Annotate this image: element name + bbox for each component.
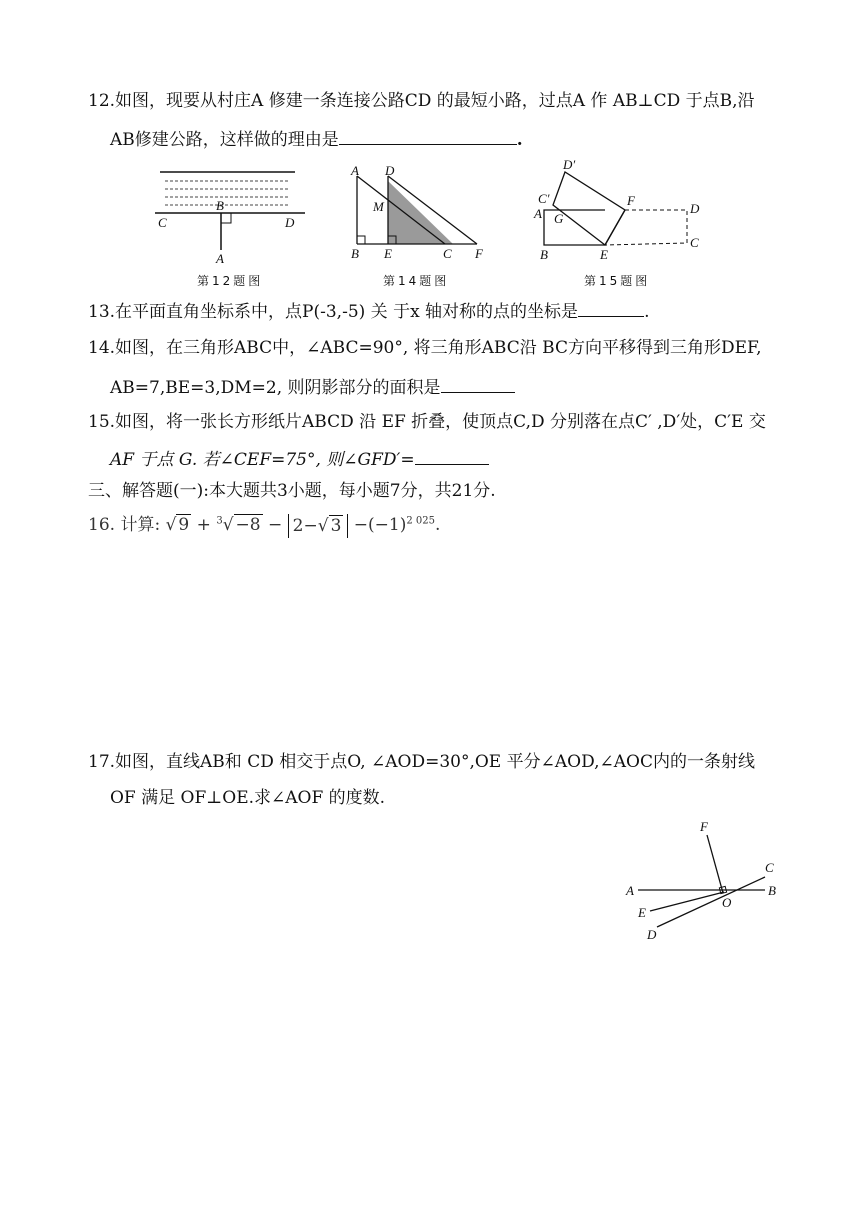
q12-line1: 12.如图，现要从村庄A 修建一条连接公路CD 的最短小路，过点A 作 AB⊥CD 于点B,沿 bbox=[88, 91, 755, 111]
f15-label-f: F bbox=[627, 193, 635, 208]
figure-17 bbox=[620, 815, 790, 945]
f14-label-d: D bbox=[385, 163, 395, 178]
q15-text: AF 于点 G. 若∠CEF=75°, 则∠GFD′= bbox=[110, 450, 415, 470]
f17-label-f: F bbox=[700, 819, 708, 834]
f15-label-cprime: C′ bbox=[538, 191, 550, 206]
f14-label-a: A bbox=[351, 163, 359, 178]
f17-label-c: C bbox=[765, 860, 774, 875]
f15-label-d: D bbox=[690, 201, 700, 216]
f17-label-b: B bbox=[768, 883, 776, 898]
q13-line bbox=[88, 298, 649, 323]
sqrt-9: √ 9 bbox=[165, 515, 190, 535]
f12-label-b: B bbox=[216, 198, 224, 213]
q14-answer-blank[interactable] bbox=[441, 374, 515, 393]
q15-line1: 15.如图，将一张长方形纸片ABCD 沿 EF 折叠，使顶点C,D 分别落在点C′ ,D′处，C′E 交 bbox=[88, 412, 766, 432]
q16-formula: 16. 计算: √ 9 + $^3$√ −8 − 2−√ $3 -(-1)^{2 025}$. bbox=[88, 515, 441, 536]
f14-label-m: M bbox=[373, 199, 384, 214]
f17-label-a: A bbox=[626, 883, 634, 898]
q13-period: . bbox=[644, 302, 650, 322]
f15-label-e: E bbox=[600, 247, 608, 262]
figure-12 bbox=[155, 165, 305, 265]
q14-text: AB=7,BE=3,DM=2, 则阴影部分的面积是 bbox=[110, 378, 441, 398]
f12-label-d: D bbox=[285, 215, 295, 230]
q12-line2 bbox=[110, 126, 523, 151]
f14-label-b: B bbox=[351, 246, 359, 261]
figure-15 bbox=[530, 155, 705, 265]
f17-label-d: D bbox=[647, 927, 657, 942]
q13-text: 13.在平面直角坐标系中，点P(-3,-5) 关 于x 轴对称的点的坐标是 bbox=[88, 302, 579, 322]
f15-label-g: G bbox=[554, 211, 564, 226]
q14-line2 bbox=[110, 374, 515, 399]
f15-label-dprime: D′ bbox=[563, 157, 576, 172]
q16-exponent: 2 025 bbox=[406, 515, 436, 527]
q17-line2: OF 满足 OF⊥OE.求∠AOF 的度数. bbox=[110, 788, 386, 808]
f14-label-c: C bbox=[443, 246, 452, 261]
f17-label-o: O bbox=[722, 895, 732, 910]
q15-answer-blank[interactable] bbox=[415, 446, 489, 465]
q16-tail: −(−1) bbox=[353, 515, 407, 535]
caption-fig-14: 第14题图 bbox=[383, 274, 450, 288]
f15-label-b: B bbox=[540, 247, 548, 262]
q17-line1: 17.如图，直线AB和 CD 相交于点O, ∠AOD=30°,OE 平分∠AOD,∠AOC内的一条射线 bbox=[88, 752, 755, 772]
cube-root-neg8: $^3$√ −8 bbox=[216, 515, 261, 535]
f14-label-f: F bbox=[475, 246, 483, 261]
f15-label-c: C bbox=[690, 235, 699, 250]
figure-14 bbox=[345, 163, 495, 263]
f12-label-c: C bbox=[158, 215, 167, 230]
caption-fig-12: 第12题图 bbox=[197, 274, 264, 288]
q14-line1: 14.如图，在三角形ABC中，∠ABC=90°, 将三角形ABC沿 BC方向平移得到三角形DEF, bbox=[88, 338, 762, 358]
abs-value: 2−√ 3 bbox=[288, 514, 349, 538]
q13-answer-blank[interactable] bbox=[578, 298, 644, 317]
q12-period: . bbox=[516, 130, 523, 150]
f12-label-a: A bbox=[216, 251, 224, 265]
caption-fig-15: 第15题图 bbox=[584, 274, 651, 288]
q12-text: AB修建公路，这样做的理由是 bbox=[110, 130, 339, 150]
section-3-header: 三、解答题(一):本大题共3小题，每小题7分，共21分. bbox=[88, 481, 496, 501]
q15-line2 bbox=[110, 446, 489, 471]
f15-label-a: A bbox=[534, 206, 542, 221]
f17-label-e: E bbox=[638, 905, 646, 920]
f14-label-e: E bbox=[384, 246, 392, 261]
q16-prefix: 16. 计算: bbox=[88, 515, 161, 535]
q12-answer-blank[interactable] bbox=[339, 126, 517, 145]
